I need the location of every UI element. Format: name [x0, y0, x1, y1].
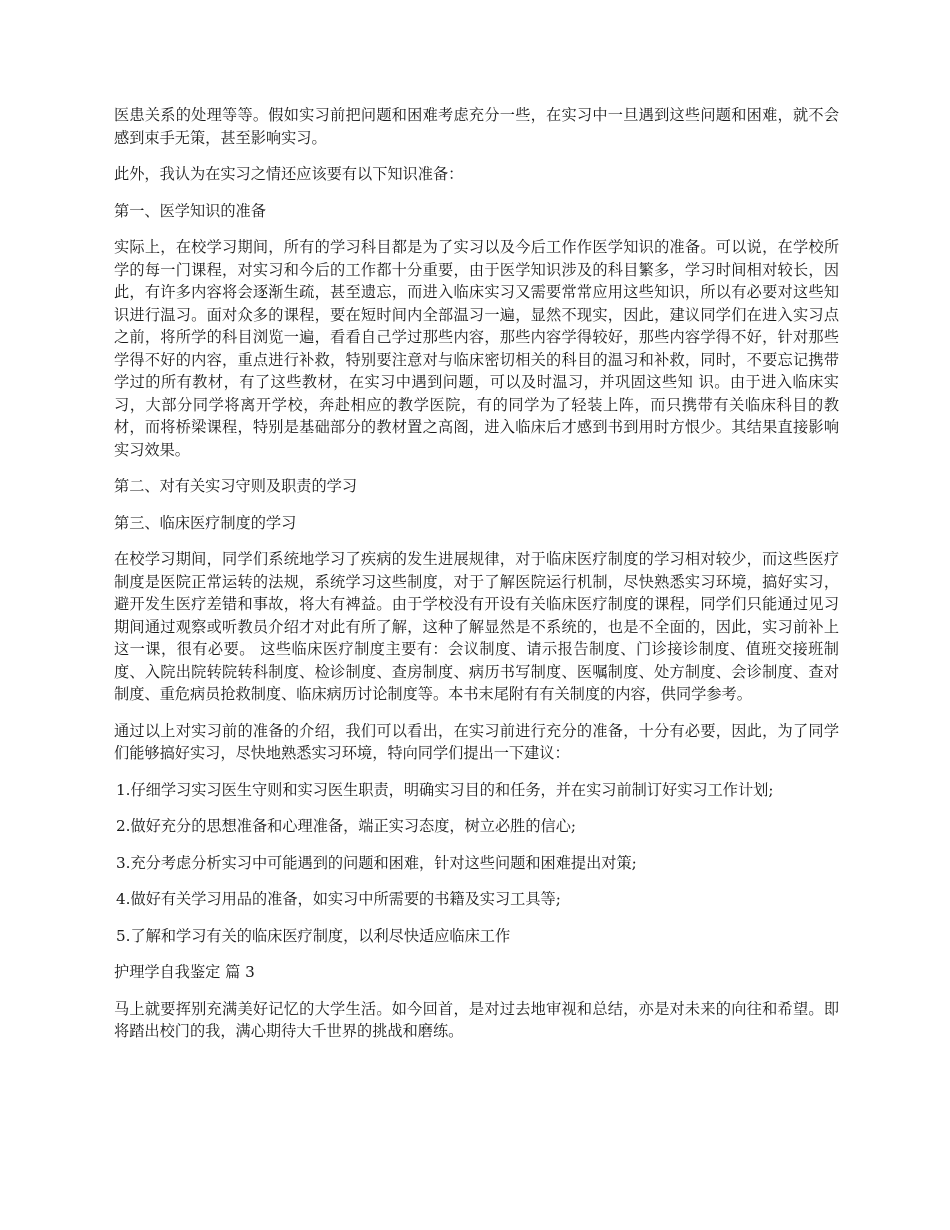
list-item: 2.做好充分的思想准备和心理准备，端正实习态度，树立必胜的信心;: [116, 817, 577, 835]
paragraph: 马上就要挥别充满美好记忆的大学生活。如今回首，是对过去地审视和总结，亦是对未来的向往和希望。即将踏出校门的我，满心期待大千世界的挑战和磨练。: [114, 999, 839, 1040]
paragraph: 此外，我认为在实习之情还应该要有以下知识准备：: [114, 165, 464, 183]
subheading: 第一、医学知识的准备: [114, 201, 266, 220]
paragraph: 在校学习期间，同学们系统地学习了疾病的发生进展规律，对于临床医疗制度的学习相对较少，而这些医疗制度是医院正常运转的法规，系统学习这些制度，对于了解医院运行机制，尽快熟悉实习环境，搞好实习，避开发生医疗差错和事故，将大有裨益。由于学校没有开设有关临床医疗制度的课程，同学们只能通过见习期间通过观察或听教员介绍才对此有所了解，这种了解显然是不系统的，也是不全面的，因此，实习前补上这一课，很有必要。 这些临床医疗制度主要有：会议制度、请示报告制度、门诊接诊制度、值班交接班制度、入院出院转院转科制度、检诊制度、查房制度、病历书写制度、医嘱制度、处方制度、会诊制度、查对制度、重危病员抢救制度、临床病历讨论制度等。本书末尾附有有关制度的内容，供同学参考。: [114, 550, 839, 703]
list-item: 3.充分考虑分析实习中可能遇到的问题和困难，针对这些问题和困难提出对策;: [116, 853, 637, 872]
list-item: 5.了解和学习有关的临床医疗制度，以利尽快适应临床工作: [116, 926, 511, 945]
subheading: 第三、临床医疗制度的学习: [114, 513, 297, 532]
paragraph: 实际上，在校学习期间，所有的学习科目都是为了实习以及今后工作作医学知识的准备。可以说，在学校所学的每一门课程，对实习和今后的工作都十分重要，由于医学知识涉及的科目繁多，学习时间相对较长，因此，有许多内容将会逐渐生疏，甚至遗忘，而进入临床实习又需要常常应用这些知识，所以有必要对这些知识进行温习。面对众多的课程，要在短时间内全部温习一遍，显然不现实，因此，建议同学们在进入实习点之前，将所学的科目浏览一遍，看看自己学过那些内容，那些内容学得较好，那些内容学得不好，针对那些学得不好的内容，重点进行补救，特别要注意对与临床密切相关的科目的温习和补救，同时，不要忘记携带学过的所有教材，有了这些教材，在实习中遇到问题，可以及时温习，并巩固这些知 识。由于进入临床实习，大部分同学将离开学校，奔赴相应的教学医院，有的同学为了轻装上阵，而只携带有关临床科目的教材，而将桥梁课程，特别是基础部分的教材置之高阁，进入临床后才感到书到用时方恨少。其结果直接影响实习效果。: [114, 238, 839, 459]
section-heading: 护理学自我鉴定 篇 3: [114, 963, 255, 981]
subheading: 第二、对有关实习守则及职责的学习: [114, 477, 357, 495]
list-item: 1.仔细学习实习医生守则和实习医生职责，明确实习目的和任务，并在实习前制订好实习工作计划;: [116, 780, 774, 799]
paragraph: 医患关系的处理等等。假如实习前把问题和困难考虑充分一些，在实习中一旦遇到这些问题和困难，就不会感到束手无策，甚至影响实习。: [114, 106, 839, 147]
paragraph: 通过以上对实习前的准备的介绍，我们可以看出，在实习前进行充分的准备，十分有必要，因此，为了同学们能够搞好实习，尽快地熟悉实习环境，特向同学们提出一下建议：: [114, 721, 839, 762]
list-item: 4.做好有关学习用品的准备，如实习中所需要的书籍及实习工具等;: [116, 890, 561, 908]
document-page: [114, 104, 839, 1057]
